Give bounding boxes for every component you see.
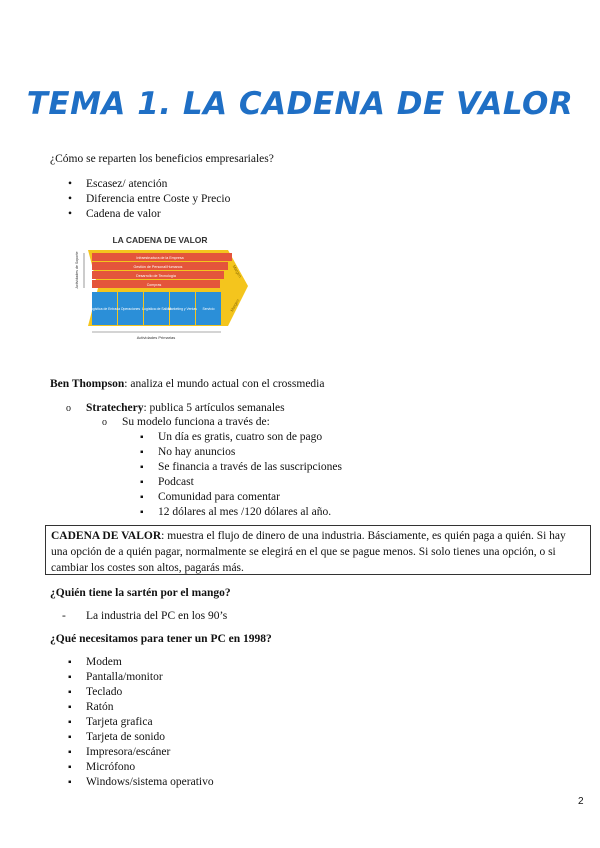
- primary-cell-label: Logística de Salida: [142, 307, 171, 311]
- list-item: ▪ Tarjeta de sonido: [86, 730, 165, 745]
- definition-term: CADENA DE VALOR: [51, 530, 162, 542]
- primary-cell-label: Servicio: [202, 307, 215, 311]
- model-line: o Su modelo funciona a través de:: [122, 415, 270, 430]
- list-item: ▪ Tarjeta grafica: [86, 715, 153, 730]
- primary-cell-label: Marketing y Ventas: [168, 307, 197, 311]
- page-number: 2: [578, 796, 584, 807]
- list-item: • Escasez/ atención: [86, 177, 167, 192]
- page-title: TEMA 1. LA CADENA DE VALOR: [26, 86, 574, 122]
- margin-label-bottom: Margen: [229, 298, 241, 313]
- list-item: ▪ Podcast: [158, 475, 194, 490]
- support-bar-label: Gestión de Personal/Humanos: [133, 265, 183, 269]
- question-heading: ¿Quién tiene la sartén por el mango?: [50, 587, 231, 599]
- side-label: Actividades de Soporte: [75, 251, 79, 289]
- primary-cell-label: Logística de Entrada: [88, 307, 121, 311]
- list-item: • Cadena de valor: [86, 207, 161, 222]
- support-bar-label: Compras: [146, 283, 162, 287]
- stratechery-text: : publica 5 artículos semanales: [143, 402, 285, 414]
- ben-name: Ben Thompson: [50, 378, 125, 390]
- margin-label-top: Margen: [231, 264, 243, 279]
- list-item: ▪ Un día es gratis, cuatro son de pago: [158, 430, 322, 445]
- list-item: - La industria del PC en los 90’s: [86, 609, 227, 624]
- list-item: ▪ No hay anuncios: [158, 445, 235, 460]
- list-item: ▪ Pantalla/monitor: [86, 670, 163, 685]
- primary-activities: [89, 292, 221, 325]
- stratechery-name: Stratechery: [86, 402, 144, 414]
- diagram-title: LA CADENA DE VALOR: [112, 235, 208, 245]
- stratechery-line: [86, 401, 285, 416]
- list-item: ▪ Windows/sistema operativo: [86, 775, 214, 790]
- list-item: ▪ 12 dólares al mes /120 dólares al año.: [158, 505, 331, 520]
- list-item: ▪ Teclado: [86, 685, 122, 700]
- ben-text: : analiza el mundo actual con el crossmedia: [124, 378, 325, 390]
- support-bar-label: Infraestructura de la Empresa: [136, 256, 184, 260]
- list-item: ▪ Modem: [86, 655, 122, 670]
- support-bar-label: Desarrollo de Tecnología: [136, 274, 176, 278]
- list-item: ▪ Comunidad para comentar: [158, 490, 280, 505]
- list-item: ▪ Impresora/escáner: [86, 745, 170, 760]
- question-heading: ¿Qué necesitamos para tener un PC en 1998?: [50, 633, 272, 645]
- intro-question: ¿Cómo se reparten los beneficios empresariales?: [50, 153, 274, 165]
- definition-text: : muestra el flujo de dinero de una industria. Básciamente, es quién paga a quién. Si hay una opción de a quién pagar, normalmente se elegirá en el que se pague menos. Si solo tienes una opción, o si cambiar los costes son altos, pagarás más.: [51, 530, 566, 574]
- list-item: • Diferencia entre Coste y Precio: [86, 192, 230, 207]
- primary-cell-label: Operaciones: [120, 307, 141, 311]
- value-chain-diagram: [70, 232, 250, 350]
- bottom-label: Actividades Primarias: [136, 335, 176, 340]
- list-item: ▪ Se financia a través de las suscripciones: [158, 460, 342, 475]
- list-item: ▪ Ratón: [86, 700, 113, 715]
- definition-box: [45, 525, 591, 575]
- ben-thompson-line: [50, 377, 324, 392]
- list-item: ▪ Micrófono: [86, 760, 135, 775]
